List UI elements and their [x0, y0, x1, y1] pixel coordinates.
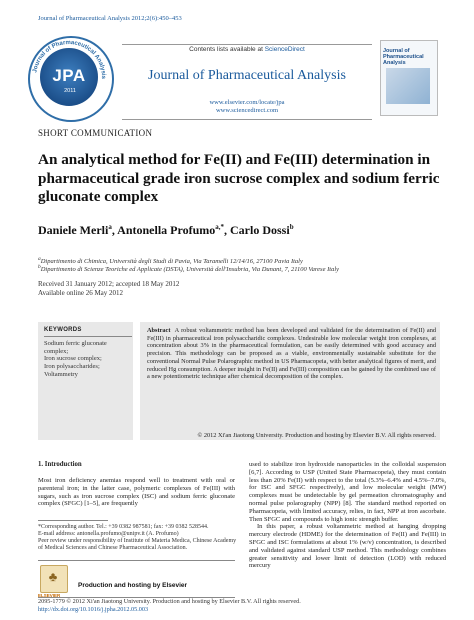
author-3-sup: b: [289, 223, 294, 231]
online-date: Available online 26 May 2012: [38, 289, 124, 297]
doi-link[interactable]: http://dx.doi.org/10.1016/j.jpha.2012.05.003: [38, 606, 149, 613]
affiliation-a-sup: a: [38, 256, 41, 262]
received-date: Received 31 January 2012; accepted 18 May 2012: [38, 280, 180, 288]
logo-letters: JPA: [52, 66, 86, 85]
article-type: SHORT COMMUNICATION: [38, 128, 153, 138]
abstract-label: Abstract: [147, 327, 171, 334]
abstract-text: [147, 327, 436, 381]
contents-line: [122, 46, 372, 53]
affiliation-b-text: Dipartimento di Scienze Teoriche ed Applicate (DSTA), Università dell'Insubria, Via Dunant, 7, 21100 Varese Italy: [40, 266, 340, 274]
authors: [38, 223, 294, 238]
intro-right-column: [249, 461, 446, 570]
intro-right-para-2: In this paper, a robust voltammetric method at hanging dropping mercury electrode (HDME) for the determination of Fe(II) and Fe(III) in SFGC and ISC formulations at about 1% (w/v) concentration, is described and validated against standard USP method. This methodology combines greater sensitivity and lower limit of detection (LOD) with reduced mercury: [249, 523, 446, 570]
logo-year: 2011: [64, 88, 76, 94]
keyword-item: Sodium ferric gluconate complex;: [44, 340, 107, 355]
issn-line: 2095-1779 © 2012 Xi'an Jiaotong University. Production and hosting by Elsevier B.V. All rights reserved.: [38, 598, 301, 605]
tree-icon: ♣: [48, 569, 58, 584]
keyword-item: Iron sucrose complex;: [44, 355, 102, 362]
sciencedirect-link[interactable]: ScienceDirect: [264, 46, 305, 53]
intro-right-para-1: used to stabilize iron hydroxide nanoparticles in the colloidal suspension [6,7]. According to USP (United State Pharmacopeia), they must contain less than 20% Fe(II) with respect to the total (5.3%–6.4% and 4.5%–7.0%, for ISC and SFGC respectively), and low molecular weight (MW) complexes must be undetectable by gel permeation chromatography and normal pulse polarography (NPP) [8]. The standard method reported on Pharmacopeia, with limited accuracy, relies, in fact, NPP at iron ascorbate. Then SFGC and compounds to high ionic strength buffer.: [249, 461, 446, 523]
abstract-body: A robust voltammetric method has been developed and validated for the determination of Fe(II) and Fe(III) in pharmaceutical iron polysaccharidic complexes. Undesirable low molecular weight iron complexes, at concentration about 3% in the pharmaceutical formulation, can be easily determined with good accuracy and precision. This methodology can be proposed as a viable, environmentally sustainable substitute for the conventional Normal Pulse Polarographic method in US Pharmacopeia, with better analytical figures of merit, and reduced Hg consumption. A deeper insight in Fe(II) and Fe(III) composition can be gained by the combined use of a new potentiometric technique after chemical decomposition of the complex.: [147, 327, 436, 381]
cover-title: Journal of Pharmaceutical Analysis: [383, 48, 424, 66]
elsevier-url[interactable]: www.elsevier.com/locate/jpa: [209, 99, 285, 106]
author-3: , Carlo Dossi: [224, 223, 290, 237]
elsevier-hosting-text: Production and hosting by Elsevier: [78, 582, 188, 589]
intro-left-column: Most iron deficiency anemias respond well to treatment with oral or parenteral iron; in the latter case, polymeric complexes of Fe(III) with sugars, such as iron sucrose complex (ISC) and sodium ferric gluconate complex (SFGC) [1–5], are frequently: [38, 477, 235, 508]
journal-reference: Journal of Pharmaceutical Analysis 2012;2(6):450–453: [38, 15, 182, 22]
elsevier-wordmark: ELSEVIER: [38, 593, 61, 598]
keyword-item: Voltammetry: [44, 371, 78, 378]
section-heading-introduction: 1. Introduction: [38, 461, 82, 468]
author-2: , Antonella Profumo: [111, 223, 216, 237]
keywords-heading: KEYWORDS: [44, 327, 82, 333]
affiliation-b: [38, 264, 448, 273]
keyword-item: Iron polysaccharides;: [44, 363, 100, 370]
logo-ring-label: Journal of Pharmaceutical Analysis: [32, 39, 107, 80]
footnote-corresponding: *Corresponding author. Tel.: +39 0382 987581; fax: +39 0382 528544.: [38, 524, 209, 530]
abstract-copyright: © 2012 Xi'an Jiaotong University. Production and hosting by Elsevier B.V. All rights reserved.: [197, 432, 436, 439]
journal-urls: [122, 99, 372, 115]
sciencedirect-url[interactable]: www.sciencedirect.com: [215, 107, 279, 114]
author-1: Daniele Merli: [38, 223, 109, 237]
footnote-email: E-mail address: antonella.profumo@unipv.it (A. Profumo): [38, 531, 179, 537]
keywords-rule: [44, 336, 132, 337]
affiliation-a-text: Dipartimento di Chimica, Università degli Studi di Pavia, Via Taramelli 12/14/16, 27100 Pavia Italy: [40, 258, 303, 266]
contents-prefix: Contents lists available at: [189, 46, 263, 53]
affiliation-b-sup: b: [38, 264, 41, 270]
author-2-sup: a,*: [215, 223, 225, 231]
cover-image: [386, 68, 430, 104]
footnote-rule: [38, 520, 108, 521]
article-title: An analytical method for Fe(II) and Fe(III) determination in pharmaceutical grade iron sucrose complex and sodium ferric gluconate complex: [38, 151, 440, 205]
journal-title: Journal of Pharmaceutical Analysis: [148, 68, 346, 83]
footnote-peer-review: Peer review under responsibility of Institute of Materia Medica, Chinese Academy of Medical Sciences and Chinese Pharmaceutical Association.: [38, 538, 237, 551]
author-1-sup: a: [108, 223, 112, 231]
